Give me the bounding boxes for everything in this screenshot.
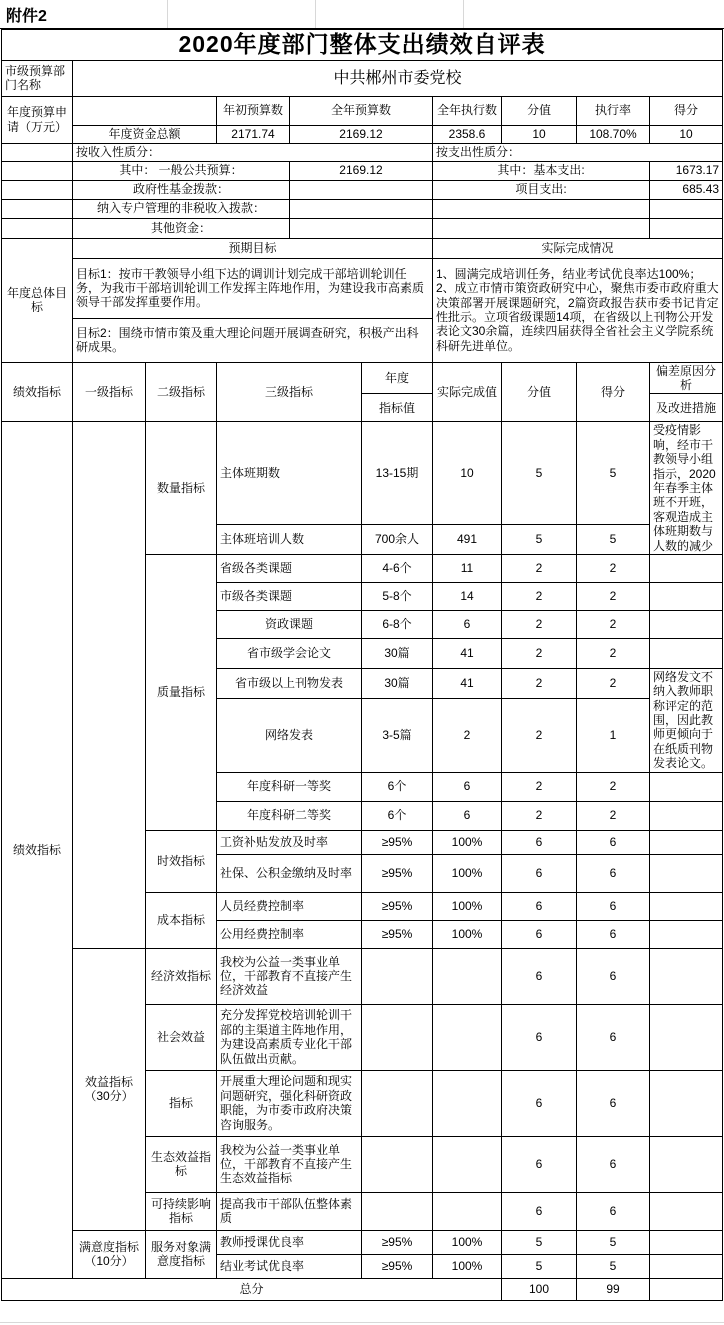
table-cell: 充分发挥党校培训轮训干部的主渠道主阵地作用，为建设高素质专业化干部队伍做出贡献。 bbox=[217, 1004, 362, 1070]
table-cell: 项目支出: bbox=[433, 180, 650, 199]
table-cell: 效益指标（30分） bbox=[73, 948, 146, 1230]
table-cell: 实际完成情况 bbox=[433, 238, 723, 258]
table-cell: 社保、公积金缴纳及时率 bbox=[217, 854, 362, 892]
table-cell bbox=[650, 1254, 723, 1278]
table-cell bbox=[433, 1192, 502, 1230]
table-cell: ≥95% bbox=[362, 920, 433, 948]
table-cell: 得分 bbox=[650, 96, 723, 125]
table-cell: 99 bbox=[577, 1278, 650, 1300]
table-cell: 其中：基本支出: bbox=[433, 161, 650, 180]
table-cell: 指标值 bbox=[362, 394, 433, 422]
table-cell: 6 bbox=[433, 772, 502, 801]
table-cell: 100% bbox=[433, 920, 502, 948]
table-cell: 6 bbox=[577, 854, 650, 892]
table-cell: 6-8个 bbox=[362, 610, 433, 638]
table-cell bbox=[433, 948, 502, 1004]
table-cell bbox=[650, 1230, 723, 1254]
table-cell: 公用经费控制率 bbox=[217, 920, 362, 948]
table-cell: ≥95% bbox=[362, 830, 433, 854]
table-cell bbox=[73, 96, 217, 125]
table-cell: 主体班期数 bbox=[217, 422, 362, 524]
table-cell bbox=[362, 1004, 433, 1070]
table-cell: 全年预算数 bbox=[290, 96, 433, 125]
table-cell bbox=[650, 1278, 723, 1300]
table-cell bbox=[290, 218, 433, 238]
table-cell: 预期目标 bbox=[73, 238, 433, 258]
table-cell: 省市级学会论文 bbox=[217, 638, 362, 668]
table-cell: 6 bbox=[502, 948, 577, 1004]
table-cell: 6 bbox=[502, 1192, 577, 1230]
table-cell: 网络发文不纳入教师职称评定的范围，因此教师更倾向于在纸质刊物发表论文。 bbox=[650, 668, 723, 772]
table-cell: 实际完成值 bbox=[433, 362, 502, 422]
table-cell bbox=[433, 218, 650, 238]
table-cell: 生态效益指标 bbox=[146, 1136, 217, 1192]
table-row bbox=[2, 30, 723, 61]
table-cell bbox=[650, 1136, 723, 1192]
table-cell: 6个 bbox=[362, 772, 433, 801]
table-cell: 政府性基金拨款： bbox=[73, 180, 290, 199]
table-cell bbox=[2, 161, 73, 180]
table-cell: 2 bbox=[502, 554, 577, 582]
table-cell: 按收入性质分： bbox=[73, 143, 433, 161]
attachment-label: 附件2 bbox=[6, 8, 47, 25]
table-cell: 100% bbox=[433, 1254, 502, 1278]
table-cell: ≥95% bbox=[362, 1254, 433, 1278]
table-cell bbox=[650, 772, 723, 801]
table-cell: 绩效指标 bbox=[2, 422, 73, 1278]
table-cell: 偏差原因分析 bbox=[650, 362, 723, 394]
table-cell: 可持续影响指标 bbox=[146, 1192, 217, 1230]
table-cell: 资政课题 bbox=[217, 610, 362, 638]
table-cell: 5 bbox=[577, 524, 650, 554]
table-cell: 41 bbox=[433, 638, 502, 668]
table-cell bbox=[2, 180, 73, 199]
table-cell: 6 bbox=[577, 1070, 650, 1136]
table-cell: 2169.12 bbox=[290, 125, 433, 143]
table-cell: 二级指标 bbox=[146, 362, 217, 422]
table-cell: 1 bbox=[577, 699, 650, 772]
table-cell: 绩效指标 bbox=[2, 362, 73, 422]
table-cell bbox=[650, 199, 723, 218]
table-cell: 网络发表 bbox=[217, 699, 362, 772]
table-cell: 10 bbox=[650, 125, 723, 143]
table-row bbox=[2, 1278, 723, 1300]
table-cell: 满意度指标（10分） bbox=[73, 1230, 146, 1278]
document-title-cell: 2020年度部门整体支出绩效自评表 bbox=[2, 30, 723, 61]
table-cell: 总分 bbox=[2, 1278, 502, 1300]
table-cell: 41 bbox=[433, 668, 502, 699]
table-row bbox=[2, 143, 723, 161]
table-cell: 指标 bbox=[146, 1070, 217, 1136]
table-cell: 1、圆满完成培训任务，结业考试优良率达100%；2、成立市情市策资政研究中心，聚焦市委市政府重大决策部署开展课题研究，2篇资政报告获市委书记肯定性批示。立项省级课题14项，在省级以上刊物公开发表论文30余篇，连续四届获得全省社会主义学院系统科研先进单位。 bbox=[433, 258, 723, 362]
table-cell: 2 bbox=[502, 668, 577, 699]
table-cell: 省市级以上刊物发表 bbox=[217, 668, 362, 699]
table-row bbox=[2, 161, 723, 180]
table-cell: 执行率 bbox=[577, 96, 650, 125]
table-cell: 14 bbox=[433, 582, 502, 610]
table-cell: 受疫情影响，经市干教领导小组指示，2020年春季主体班不开班，客观造成主体班期数与人数的减少 bbox=[650, 422, 723, 555]
table-row bbox=[2, 96, 723, 125]
table-cell: 5 bbox=[502, 1254, 577, 1278]
table-cell: 13-15期 bbox=[362, 422, 433, 524]
table-row bbox=[2, 199, 723, 218]
table-cell: 主体班培训人数 bbox=[217, 524, 362, 554]
table-cell: ≥95% bbox=[362, 892, 433, 920]
table-cell bbox=[650, 854, 723, 892]
table-cell: 2 bbox=[577, 610, 650, 638]
table-cell: 700余人 bbox=[362, 524, 433, 554]
table-cell bbox=[650, 920, 723, 948]
table-cell: 6 bbox=[502, 892, 577, 920]
table-row bbox=[2, 218, 723, 238]
table-cell: 30篇 bbox=[362, 638, 433, 668]
table-cell bbox=[2, 199, 73, 218]
table-cell: 1673.17 bbox=[650, 161, 723, 180]
table-cell bbox=[2, 143, 73, 161]
table-cell: 108.70% bbox=[577, 125, 650, 143]
table-cell: 年度科研二等奖 bbox=[217, 801, 362, 830]
table-cell: 工资补贴发放及时率 bbox=[217, 830, 362, 854]
table-cell: 2 bbox=[502, 772, 577, 801]
table-cell: 100% bbox=[433, 892, 502, 920]
table-cell: 2 bbox=[502, 582, 577, 610]
table-cell: 全年执行数 bbox=[433, 96, 502, 125]
table-cell: 省级各类课题 bbox=[217, 554, 362, 582]
table-cell bbox=[433, 199, 650, 218]
table-cell: 5 bbox=[577, 422, 650, 524]
table-cell: 6 bbox=[502, 920, 577, 948]
table-cell: 我校为公益一类事业单位，干部教育不直接产生生态效益指标 bbox=[217, 1136, 362, 1192]
table-cell: 2 bbox=[577, 772, 650, 801]
table-cell: 纳入专户管理的非税收入拨款： bbox=[73, 199, 290, 218]
table-cell: 年度总体目标 bbox=[2, 238, 73, 362]
table-cell: 6 bbox=[577, 920, 650, 948]
table-cell: 三级指标 bbox=[217, 362, 362, 422]
table-cell: 6 bbox=[502, 1004, 577, 1070]
table-cell: 2 bbox=[502, 699, 577, 772]
table-cell: 质量指标 bbox=[146, 554, 217, 830]
table-cell: 2171.74 bbox=[217, 125, 290, 143]
table-row bbox=[2, 238, 723, 258]
table-cell: 491 bbox=[433, 524, 502, 554]
table-cell bbox=[650, 638, 723, 668]
table-cell: 人员经费控制率 bbox=[217, 892, 362, 920]
table-body bbox=[2, 30, 723, 1301]
table-cell: 教师授课优良率 bbox=[217, 1230, 362, 1254]
table-cell bbox=[362, 948, 433, 1004]
table-cell: 10 bbox=[433, 422, 502, 524]
table-cell: 2 bbox=[577, 582, 650, 610]
table-cell: 目标2：围绕市情市策及重大理论问题开展调查研究，积极产出科研成果。 bbox=[73, 318, 433, 362]
sheet-top-margin bbox=[0, 0, 724, 29]
table-cell: 结业考试优良率 bbox=[217, 1254, 362, 1278]
table-cell: 成本指标 bbox=[146, 892, 217, 948]
sheet-gridline bbox=[463, 0, 464, 28]
table-cell: 2169.12 bbox=[290, 161, 433, 180]
table-cell: 2 bbox=[502, 610, 577, 638]
table-cell: 4-6个 bbox=[362, 554, 433, 582]
table-cell: 100% bbox=[433, 1230, 502, 1254]
table-cell: 其中： 一般公共预算： bbox=[73, 161, 290, 180]
table-cell: 10 bbox=[502, 125, 577, 143]
sheet-gridline bbox=[0, 1322, 724, 1323]
table-cell: 6 bbox=[502, 854, 577, 892]
sheet-gridline bbox=[167, 0, 168, 28]
table-cell: 11 bbox=[433, 554, 502, 582]
table-cell: 5 bbox=[502, 422, 577, 524]
table-cell: 685.43 bbox=[650, 180, 723, 199]
table-cell: 中共郴州市委党校 bbox=[73, 60, 723, 96]
table-row bbox=[2, 1230, 723, 1254]
table-cell: 6 bbox=[577, 1136, 650, 1192]
table-cell: 目标1：按市干教领导小组下达的调训计划完成干部培训轮训任务，为我市干部培训轮训工作发挥主阵地作用，为建设我市高素质领导干部发挥重要作用。 bbox=[73, 258, 433, 318]
table-cell: 2 bbox=[502, 801, 577, 830]
table-cell: 经济效指标 bbox=[146, 948, 217, 1004]
table-cell: 2 bbox=[577, 668, 650, 699]
table-cell: 6 bbox=[502, 830, 577, 854]
table-row bbox=[2, 422, 723, 524]
table-cell: 年初预算数 bbox=[217, 96, 290, 125]
table-cell: 2358.6 bbox=[433, 125, 502, 143]
table-cell bbox=[290, 199, 433, 218]
table-cell: 服务对象满意度指标 bbox=[146, 1230, 217, 1278]
table-cell: 6 bbox=[502, 1136, 577, 1192]
table-cell: 按支出性质分： bbox=[433, 143, 723, 161]
table-cell: 2 bbox=[577, 801, 650, 830]
table-cell: 100 bbox=[502, 1278, 577, 1300]
table-cell bbox=[362, 1192, 433, 1230]
table-row bbox=[2, 60, 723, 96]
table-cell: 6 bbox=[577, 892, 650, 920]
table-row bbox=[2, 258, 723, 318]
table-cell: 6 bbox=[577, 948, 650, 1004]
table-row bbox=[2, 180, 723, 199]
table-cell: 5 bbox=[577, 1230, 650, 1254]
table-cell: 我校为公益一类事业单位，干部教育不直接产生经济效益 bbox=[217, 948, 362, 1004]
table-cell bbox=[73, 422, 146, 948]
table-row bbox=[2, 125, 723, 143]
table-cell bbox=[650, 892, 723, 920]
sheet-bottom-margin bbox=[0, 1301, 724, 1325]
table-cell bbox=[650, 1004, 723, 1070]
table-cell: 6 bbox=[577, 1004, 650, 1070]
table-cell bbox=[362, 1070, 433, 1136]
table-cell: 年度资金总额 bbox=[73, 125, 217, 143]
table-cell: 100% bbox=[433, 854, 502, 892]
table-cell: 分值 bbox=[502, 362, 577, 422]
table-cell: 年度 bbox=[362, 362, 433, 394]
table-cell: 30篇 bbox=[362, 668, 433, 699]
table-cell bbox=[433, 1070, 502, 1136]
table-cell: 6个 bbox=[362, 801, 433, 830]
table-cell: 5 bbox=[502, 1230, 577, 1254]
table-cell: 2 bbox=[577, 554, 650, 582]
table-cell bbox=[650, 554, 723, 582]
table-cell: 6 bbox=[577, 1192, 650, 1230]
table-cell: 5 bbox=[502, 524, 577, 554]
table-cell: 得分 bbox=[577, 362, 650, 422]
table-row bbox=[2, 948, 723, 1004]
table-cell: 年度科研一等奖 bbox=[217, 772, 362, 801]
table-cell: ≥95% bbox=[362, 854, 433, 892]
table-cell bbox=[650, 948, 723, 1004]
table-cell: 提高我市干部队伍整体素质 bbox=[217, 1192, 362, 1230]
table-cell: 其他资金： bbox=[73, 218, 290, 238]
table-cell: 100% bbox=[433, 830, 502, 854]
table-cell: ≥95% bbox=[362, 1230, 433, 1254]
table-cell: 3-5篇 bbox=[362, 699, 433, 772]
table-cell: 2 bbox=[502, 638, 577, 668]
table-row bbox=[2, 362, 723, 394]
table-cell: 数量指标 bbox=[146, 422, 217, 555]
table-cell: 分值 bbox=[502, 96, 577, 125]
table-cell bbox=[2, 218, 73, 238]
table-cell: 开展重大理论问题和现实问题研究，强化科研资政职能，为市委市政府决策咨询服务。 bbox=[217, 1070, 362, 1136]
performance-self-evaluation-table bbox=[1, 29, 723, 1301]
table-cell: 市级各类课题 bbox=[217, 582, 362, 610]
table-cell bbox=[290, 180, 433, 199]
table-cell: 6 bbox=[433, 610, 502, 638]
table-cell bbox=[433, 1136, 502, 1192]
table-cell bbox=[433, 1004, 502, 1070]
table-cell: 2 bbox=[577, 638, 650, 668]
table-cell: 市级预算部门名称 bbox=[2, 60, 73, 96]
sheet-gridline bbox=[315, 0, 316, 28]
table-cell: 6 bbox=[577, 830, 650, 854]
table-cell bbox=[650, 610, 723, 638]
table-cell bbox=[650, 1192, 723, 1230]
table-cell: 2 bbox=[433, 699, 502, 772]
table-cell: 5-8个 bbox=[362, 582, 433, 610]
table-cell: 时效指标 bbox=[146, 830, 217, 892]
table-cell: 6 bbox=[433, 801, 502, 830]
table-cell bbox=[650, 801, 723, 830]
table-cell: 5 bbox=[577, 1254, 650, 1278]
table-cell bbox=[650, 1070, 723, 1136]
table-cell: 及改进措施 bbox=[650, 394, 723, 422]
table-cell: 社会效益 bbox=[146, 1004, 217, 1070]
table-cell: 一级指标 bbox=[73, 362, 146, 422]
table-cell: 6 bbox=[502, 1070, 577, 1136]
table-cell: 年度预算申请（万元） bbox=[2, 96, 73, 143]
table-cell bbox=[650, 830, 723, 854]
table-cell bbox=[650, 582, 723, 610]
table-cell bbox=[650, 218, 723, 238]
table-cell bbox=[362, 1136, 433, 1192]
